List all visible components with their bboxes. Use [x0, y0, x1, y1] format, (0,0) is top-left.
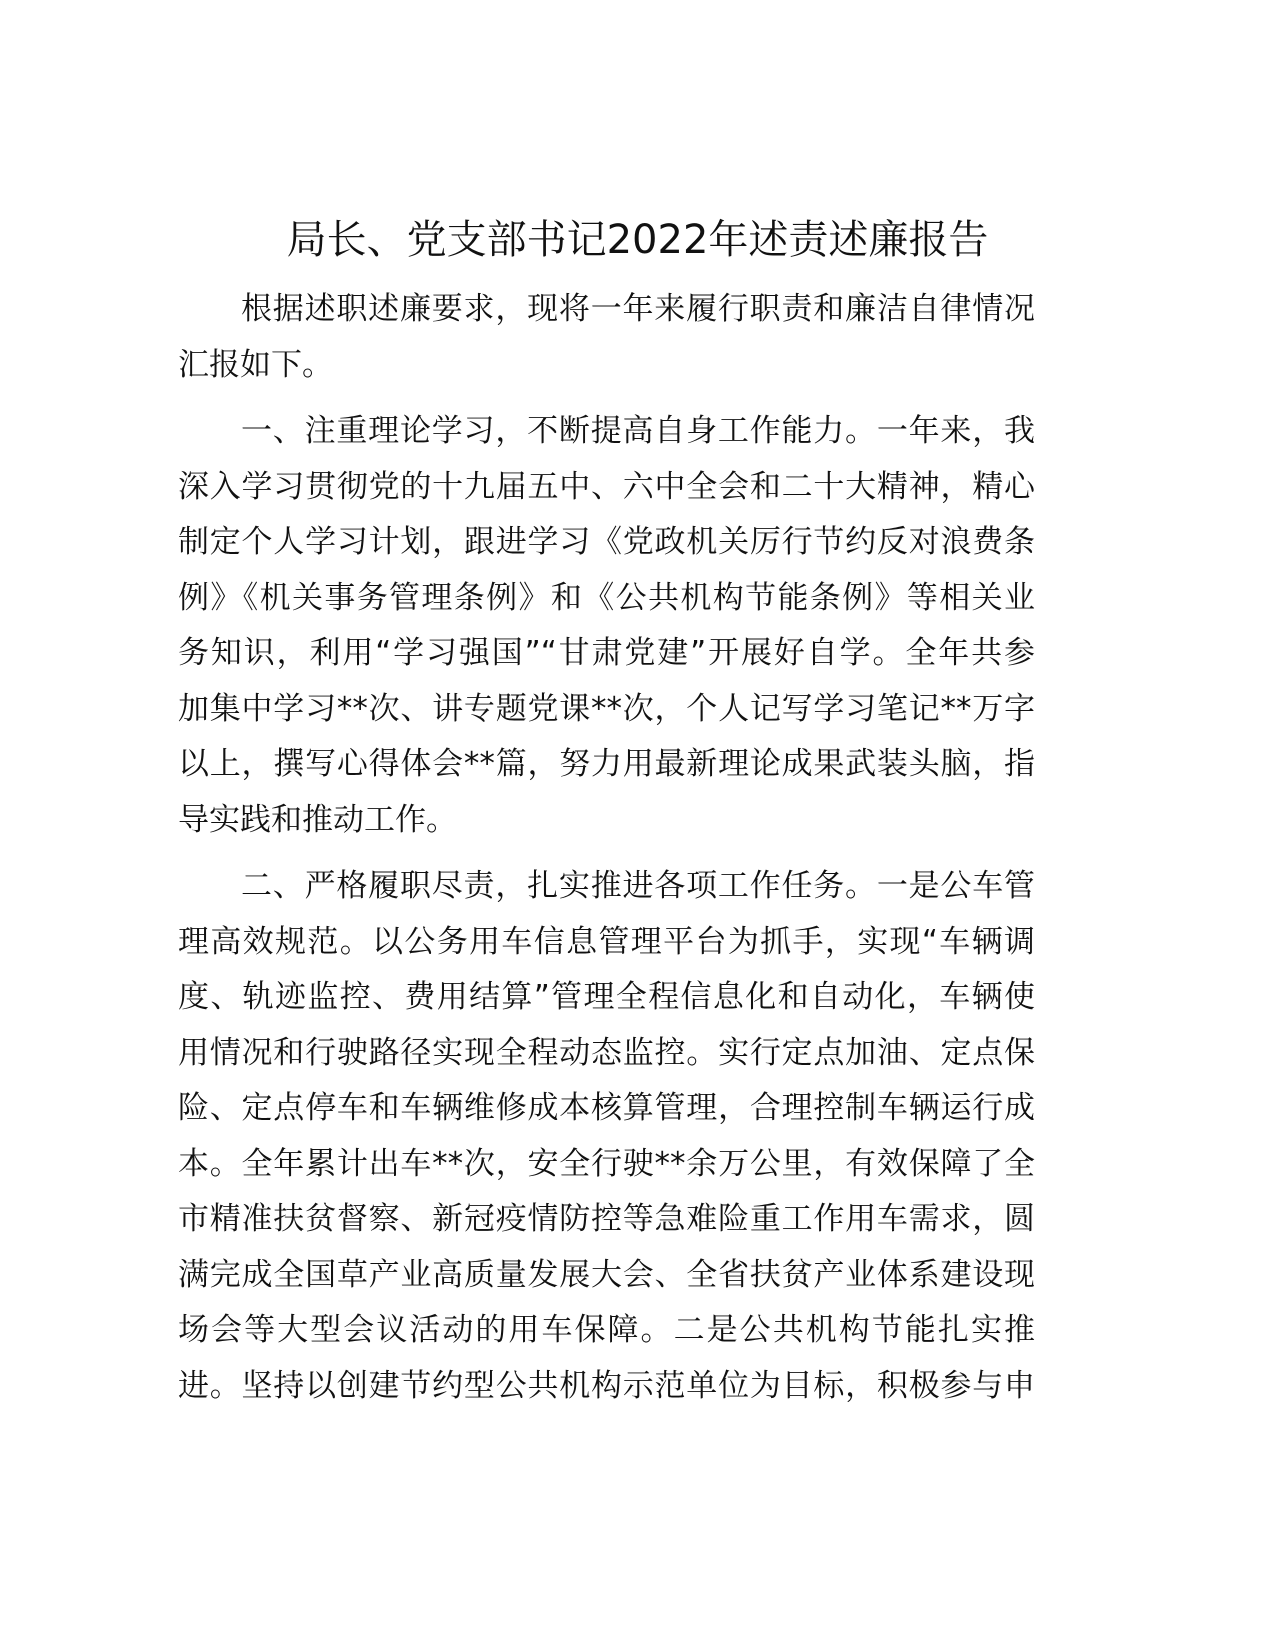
text-line: 加集中学习**次、讲专题党课**次，个人记写学习笔记**万字: [178, 690, 1035, 727]
text-line: 度、轨迹监控、费用结算”管理全程信息化和自动化，车辆使: [178, 979, 1035, 1015]
text-line: 满完成全国草产业高质量发展大会、全省扶贫产业体系建设现: [178, 1256, 1035, 1293]
paragraph: [178, 282, 1035, 393]
text-line: 本。全年累计出车**次，安全行驶**余万公里，有效保障了全: [178, 1145, 1035, 1182]
text-line: 根据述职述廉要求，现将一年来履行职责和廉洁自律情况: [241, 291, 1035, 327]
text-line: 深入学习贯彻党的十九届五中、六中全会和二十大精神，精心: [178, 468, 1035, 505]
text-line: 一、注重理论学习，不断提高自身工作能力。一年来，我: [241, 413, 1035, 449]
document-body: [178, 282, 1035, 1425]
text-line: 汇报如下。: [178, 346, 333, 383]
text-line: 二、严格履职尽责，扎实推进各项工作任务。一是公车管: [241, 868, 1035, 904]
text-line: 制定个人学习计划，跟进学习《党政机关厉行节约反对浪费条: [178, 524, 1035, 560]
document-title: 局长、党支部书记2022年述责述廉报告: [286, 217, 989, 263]
paragraph: [178, 404, 1035, 848]
text-line: 进。坚持以创建节约型公共机构示范单位为目标，积极参与申: [178, 1367, 1035, 1404]
text-line: 以上，撰写心得体会**篇，努力用最新理论成果武装头脑，指: [178, 746, 1035, 782]
text-line: 例》《机关事务管理条例》和《公共机构节能条例》等相关业: [178, 579, 1035, 616]
text-line: 理高效规范。以公务用车信息管理平台为抓手，实现“车辆调: [178, 923, 1035, 960]
text-line: 市精准扶贫督察、新冠疫情防控等急难险重工作用车需求，圆: [178, 1201, 1035, 1237]
text-line: 险、定点停车和车辆维修成本核算管理，合理控制车辆运行成: [178, 1090, 1035, 1126]
text-line: 务知识，利用“学习强国”“甘肃党建”开展好自学。全年共参: [178, 635, 1035, 671]
text-line: 导实践和推动工作。: [178, 801, 457, 838]
paragraph: [178, 859, 1035, 1414]
text-line: 用情况和行驶路径实现全程动态监控。实行定点加油、定点保: [178, 1034, 1035, 1071]
text-line: 场会等大型会议活动的用车保障。二是公共机构节能扎实推: [178, 1312, 1035, 1348]
